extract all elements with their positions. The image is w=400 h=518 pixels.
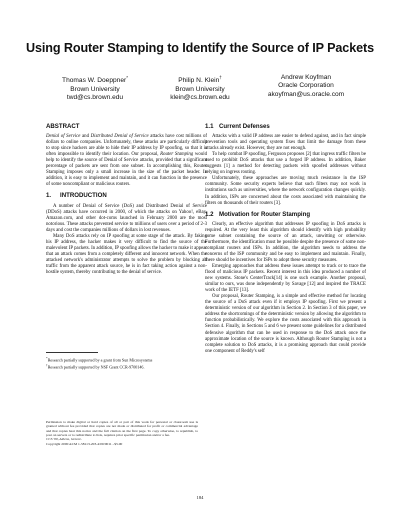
body-paragraph: Clearly, an effective algorithm that addresses IP spoofing in DoS attacks is required. At the very least this algorithm should identify with high probability some subnet containing the source of an attack, unwitting or otherwise. Furthermore, the identification must be possible despite the presence of some non-compliant routers and ISPs. In addition, the algorithm needs to address the concerns of the ISP community and be easy to implement and maintain. Finally, there should be incentives for ISPs to adopt these security measures.	[205, 221, 366, 263]
body-paragraph: Unfortunately, these approaches are moving much resistance in the ISP community. Some security experts believe that such filters may not work in institutions such as universities, where the network configuration changes quickly. In addition, ISPs are concerned about the costs associated with maintaining the filters on thousands of their routers [3].	[205, 176, 366, 206]
author-block-3	[248, 74, 364, 99]
author-name: Thomas W. Doeppner	[62, 77, 127, 85]
page-number: 184	[196, 495, 204, 500]
body-paragraph: To help combat IP spoofing, Ferguson proposes [2] that ingress traffic filters be used to prohibit DoS attacks that use a forged IP address. In addition, Baker suggests [1] a method for detecting packets with spoofed addresses without relying on ingress routing.	[205, 152, 366, 176]
venue-line: CCS '00, Athens, Greece.	[46, 437, 82, 442]
body-paragraph: Emerging approaches that address these issues attempt to track or to trace the flood of malicious IP packets. Recent interest in this idea produced a number of new systems. Stone's CenterTrack[14] is one such example. Another proposal, similar to ours, was done independently by Savage [12] and inspired the TRACE work of the IETF [13].	[205, 263, 366, 294]
copyright-line: Copyright 2000 ACM 1-58113-203-4/00/0011 ..$5.00	[46, 441, 123, 446]
section-heading-current-defenses: 1.1 Current Defenses	[205, 123, 270, 130]
section-heading-introduction: 1. INTRODUCTION	[46, 192, 107, 200]
left-column	[46, 124, 207, 276]
author-block-2	[148, 74, 252, 102]
author-name: Andrew Koyfman	[280, 74, 332, 81]
intro-paragraph: A number of Denial of Service (DoS) and Distributed Denial of Service (DDoS) attacks have occurred in 2000, of which the attacks on Yahoo!, eBay, Amazon.com, and other dot-coms launched in February 2000 are the most notorious. These attacks prevented service to millions of users over a period of 2-3 days and cost the companies millions of dollars in lost revenues.	[46, 203, 207, 233]
author-email: twd@cs.brown.edu	[66, 94, 124, 101]
footnote: *Research partially supported by a grant from Sun Microsystems	[46, 356, 153, 363]
author-mark: *	[126, 75, 128, 80]
body-paragraph: Our proposal, Router Stamping, is a simple and effective method for locating the source of a DoS attack even if it employs IP spoofing. First we present a deterministic version of our algorithm in Section 2. In Section 3 of this paper, we address the shortcomings of the deterministic version by allowing the algorithm to function probabilistically. We explore the costs associated with this approach in Section 4. Finally, in Sections 5 and 6 we present some guidelines for a distributed defensive algorithm that can be used in response to the DoS attack once the approximate location of the source is known. Although Router Stamping is not a complete solution to DoS attacks, it is a promising approach that could provide one component of Reddy's self	[205, 294, 366, 354]
permission-notice	[46, 420, 198, 446]
author-affiliation: Oracle Corporation	[278, 82, 334, 90]
author-affiliation: Brown University	[70, 85, 120, 93]
footnotes	[46, 352, 207, 371]
permission-text: Permission to make digital or hard copies of all or part of this work for personal or classroom use is granted without fee provided that copies are not made or distributed for profit or commercial advantage and that copies bear this notice and the full citation on the first page. To copy otherwise, to republish, to post on servers or to redistribute to lists, requires prior specific permission and/or a fee.	[46, 420, 198, 438]
intro-paragraph: Many DoS attacks rely on IP spoofing at some stage of the attack. By faking his IP address, the hacker makes it very difficult to find the source of the malevolent IP packets. In addition, IP spoofing allows the hacker to make it appear that an attack comes from a completely different and innocent network. When the attacked network's administrator attempts to solve the problem by blocking all traffic from the apparent attack source, he is in fact taking action against a non-hostile system, thereby contributing to the denial of service.	[46, 233, 207, 276]
paper-title: Using Router Stamping to Identify the Source of IP Packets	[25, 41, 375, 55]
author-block-1	[40, 74, 150, 102]
abstract-paragraph: Denial of Service and Distributed Denial of Service attacks have cost millions of dollars to online companies. Unfortunately, these attacks are particularly difficult to stop since hackers are able to hide their IP address by IP spoofing, so that it is often impossible to identify their location. Our proposal, Router Stamping would help to identify the source of Denial of Service attacks, provided that a significant percentage of packets are sent from one subnet. In accomplishing this, Router Stamping imposes only a small increase in the size of the packet header. In addition, it is easy to implement and maintain, and it can function in the presence of some noncompliant or malicious routers.	[46, 134, 207, 188]
author-email: akoyfman@us.oracle.com	[267, 90, 345, 98]
body-paragraph: Attacks with a valid IP address are easier to defend against, and in fact simple prevention tools and operating system fixes that limit the damage from these attacks already exist. However, they are not enough.	[205, 134, 366, 152]
right-column	[205, 124, 366, 355]
footnote: †Research partially supported by NSF Grant CCR-9700146.	[46, 363, 145, 370]
footnote-rule	[46, 352, 98, 353]
author-mark: †	[219, 75, 222, 80]
section-heading-motivation: 1.2 Motivation for Router Stamping	[205, 210, 311, 218]
author-name: Philip N. Klein	[178, 77, 220, 85]
author-email: klein@cs.brown.edu	[170, 94, 230, 101]
author-affiliation: Brown University	[175, 85, 225, 93]
abstract-heading: ABSTRACT	[46, 123, 80, 130]
